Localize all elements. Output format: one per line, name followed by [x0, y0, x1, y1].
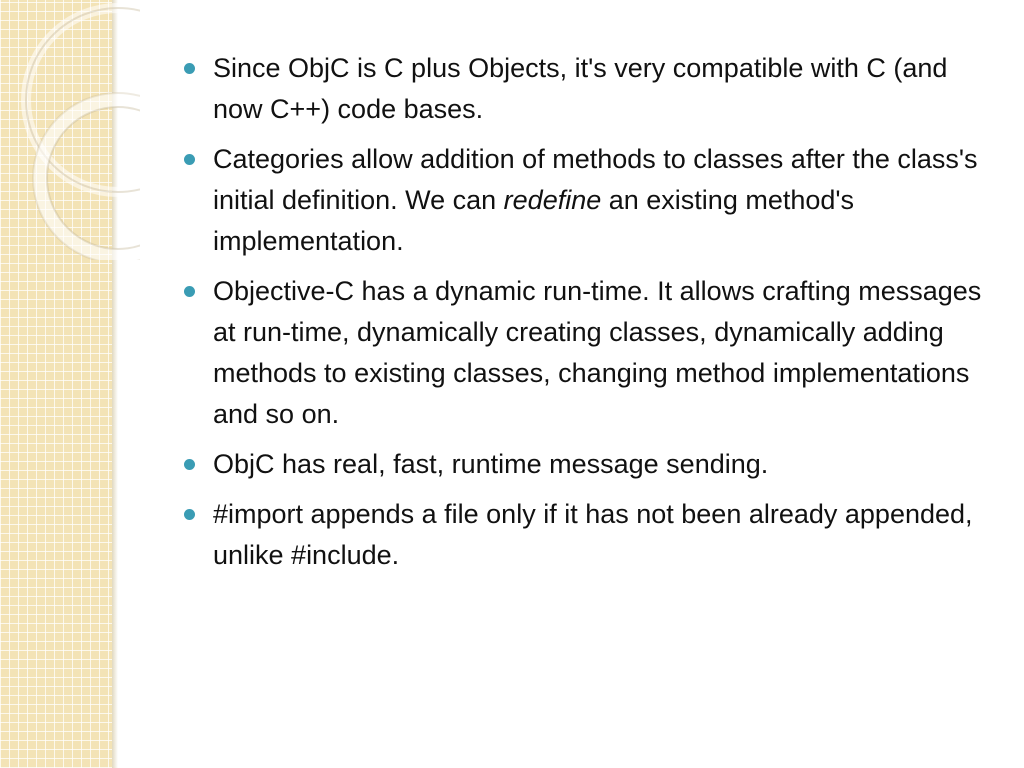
bullet-icon — [184, 509, 195, 520]
bullet-text: ObjC has real, fast, runtime message sending. — [213, 449, 769, 479]
slide-body — [183, 48, 998, 585]
bullet-text-part: an existing method's implementation. — [213, 185, 855, 256]
bullet-text-part: Categories allow addition of methods to classes after the class's initial definition. We can — [213, 144, 978, 215]
decorative-rings-icon — [0, 0, 140, 260]
bullet-icon — [184, 154, 195, 165]
bullet-icon — [184, 459, 195, 470]
bullet-text: Since ObjC is C plus Objects, it's very compatible with C (and now C++) code bases. — [213, 53, 948, 124]
bullet-icon — [184, 63, 195, 74]
bullet-item — [183, 48, 998, 130]
bullet-text: Objective-C has a dynamic run-time. It allows crafting messages at run-time, dynamically creating classes, dynamically adding methods to existing classes, changing method implementations and so on. — [213, 276, 982, 429]
bullet-item — [183, 139, 998, 262]
bullet-item — [183, 271, 998, 435]
bullet-emphasis: redefine — [503, 185, 602, 215]
bullet-icon — [184, 286, 195, 297]
bullet-item — [183, 444, 998, 485]
bullet-item — [183, 494, 998, 576]
bullet-text: #import appends a file only if it has not been already appended, unlike #include. — [213, 499, 973, 570]
bullet-list — [183, 48, 998, 576]
